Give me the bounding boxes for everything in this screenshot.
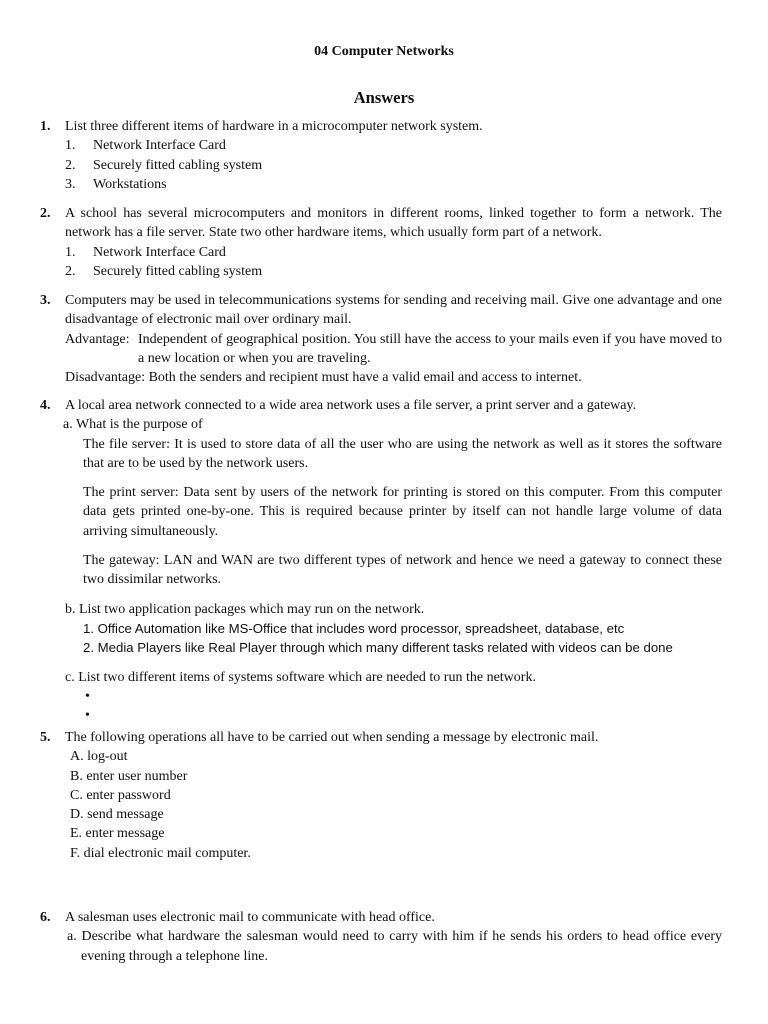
question-4 bbox=[40, 396, 722, 725]
list-number: 3. bbox=[65, 176, 76, 192]
file-server-answer: The file server: It is used to store data of all the user who are using the network as well as it stores the software that are to be used by the network users. bbox=[83, 436, 722, 471]
part-b-item-1: 1. Office Automation like MS-Office that includes word processor, spreadsheet, database, etc bbox=[83, 620, 625, 636]
question-number: 5. bbox=[40, 730, 51, 745]
list-item bbox=[85, 687, 722, 706]
list-number: 1. bbox=[65, 138, 76, 154]
list-text: Securely fitted cabling system bbox=[93, 263, 263, 279]
list-number: 1. bbox=[65, 244, 76, 260]
answer-list bbox=[65, 136, 722, 194]
advantage-label: Advantage: bbox=[65, 331, 130, 347]
question-2 bbox=[40, 204, 722, 281]
advantage-text: Independent of geographical position. You still have the access to your mails even if you have moved to a new location or when you are traveling. bbox=[138, 331, 722, 366]
list-item bbox=[65, 156, 722, 175]
list-item: B. enter user number bbox=[70, 768, 188, 784]
document-title: 04 Computer Networks bbox=[314, 44, 454, 59]
list-item bbox=[65, 175, 722, 194]
part-c-label: c. List two different items of systems software which are needed to run the network. bbox=[65, 669, 536, 685]
question-number: 1. bbox=[40, 119, 51, 134]
document-subtitle: Answers bbox=[353, 88, 415, 107]
question-text: Computers may be used in telecommunications systems for sending and receiving mail. Give one advantage and one disadvantage of electronic mail over ordinary mail. bbox=[65, 293, 722, 328]
list-item: E. enter message bbox=[70, 826, 165, 842]
question-3 bbox=[40, 291, 722, 387]
list-item bbox=[65, 262, 722, 281]
print-server-answer: The print server: Data sent by users of the network for printing is stored on this computer. From this computer data gets printed one-by-one. This is required because printer by itself can not handle large volume of data arriving simultaneously. bbox=[83, 485, 722, 539]
question-text: A local area network connected to a wide area network uses a file server, a print server and a gateway. bbox=[65, 398, 637, 413]
gateway-answer: The gateway: LAN and WAN are two different types of network and hence we need a gateway to connect these two dissimilar networks. bbox=[83, 553, 722, 588]
question-text: A school has several microcomputers and monitors in different rooms, linked together to form a network. The network has a file server. State two other hardware items, which usually form part of a network. bbox=[65, 206, 722, 241]
list-item bbox=[85, 706, 722, 725]
question-number: 4. bbox=[40, 398, 51, 413]
list-item: A. log-out bbox=[70, 749, 128, 765]
question-1 bbox=[40, 117, 722, 194]
list-text: Workstations bbox=[93, 176, 167, 192]
list-item bbox=[65, 243, 722, 262]
part-a-label: a. What is the purpose of bbox=[63, 417, 203, 433]
list-text: Network Interface Card bbox=[93, 244, 226, 260]
list-number: 2. bbox=[65, 263, 76, 279]
question-6 bbox=[40, 908, 722, 966]
part-b-label: b. List two application packages which may run on the network. bbox=[65, 601, 425, 617]
disadvantage-text: Disadvantage: Both the senders and recipient must have a valid email and access to internet. bbox=[65, 370, 582, 386]
question-text: List three different items of hardware in a microcomputer network system. bbox=[65, 119, 483, 134]
list-number: 2. bbox=[65, 157, 76, 173]
list-text: Network Interface Card bbox=[93, 138, 226, 154]
list-text: Securely fitted cabling system bbox=[93, 157, 263, 173]
part-b-item-2: 2. Media Players like Real Player through which many different tasks related with videos can be done bbox=[83, 640, 673, 656]
list-item bbox=[65, 136, 722, 155]
bullet-icon: • bbox=[85, 708, 90, 724]
advantage-row bbox=[65, 330, 722, 369]
bullet-list bbox=[65, 687, 722, 726]
bullet-icon: • bbox=[85, 688, 90, 704]
list-item: C. enter password bbox=[70, 787, 171, 803]
question-text: A salesman uses electronic mail to communicate with head office. bbox=[65, 910, 435, 925]
question-5 bbox=[40, 728, 722, 863]
answer-list bbox=[65, 243, 722, 282]
question-text: The following operations all have to be carried out when sending a message by electronic mail. bbox=[65, 730, 599, 745]
part-a-text: a. Describe what hardware the salesman would need to carry with him if he sends his orders to head office every evening through a telephone line. bbox=[67, 929, 722, 964]
question-number: 3. bbox=[40, 293, 51, 308]
operations-list bbox=[70, 747, 722, 863]
list-item: D. send message bbox=[70, 807, 164, 823]
question-number: 6. bbox=[40, 910, 51, 925]
question-number: 2. bbox=[40, 206, 51, 221]
list-item: F. dial electronic mail computer. bbox=[70, 845, 251, 861]
